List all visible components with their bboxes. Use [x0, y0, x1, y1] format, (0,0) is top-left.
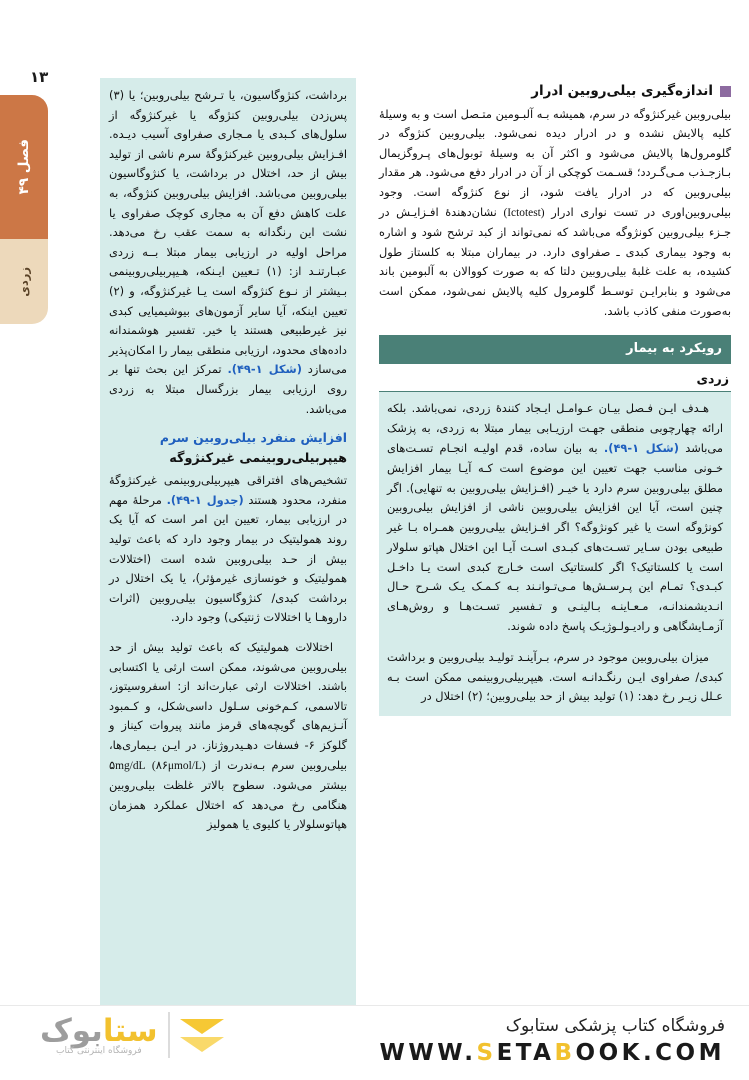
approach-box-subtitle: زردی: [379, 364, 731, 393]
figure-reference: (جدول ۱-۴۹).: [166, 492, 244, 507]
footer: [0, 1005, 749, 1080]
logo-main-text: [40, 1014, 158, 1048]
figure-reference: (شکل ۱-۴۹).: [603, 440, 679, 455]
logo-divider: [168, 1012, 170, 1058]
url-segment: OOK.COM: [575, 1040, 725, 1066]
section-tab-label: زردی: [17, 266, 31, 297]
approach-to-patient-box: [379, 335, 731, 716]
paragraph: برداشت، کنژوگاسیون، یا تـرشح بیلی‌روبین؛ یا (۳) پس‌زدن بیلی‌روبین کنژوگه یا غیرکنژوگه از سلول‌های کـبدی یا مـجاری صفراوی آسیب دیـده. افـزایش بیلی‌روبین غیرکنژوگهٔ سرم ناشی از تولید بیش از حد، اختلال در برداشت، یا کنژوگاسیون بیلی‌روبین می‌باشد. افزایش بیلی‌روبین کنژوگه، به علت کاهش دفع آن به مجاری کوچک صفراوی یا نشت این رنگدانه به سمت عقب رخ می‌دهد. مراحل اولیه در ارزیابی بیمار مبتلا بــه زردی عبـارتنـد از: (۱) تـعیین ایـنکه، هـیپربیلی‌روبینمی بـیشتر از نـوع کنژوگه است یـا غیرکنژوگه، و (۲) تعیین اینکه، آیا سایر آزمون‌های بیوشیمیایی کبدی نیز غیرطبیعی هستند یا خیر. تفسیر هوشمندانه داده‌های محدود، ارزیابی منطقی بیمار را امکان‌پذیر می‌سازد (شکل ۱-۴۹). تمرکز این بحث تنها بر روی ارزیابی بیمار بزرگسال مبتلا به زردی می‌باشد.: [109, 88, 348, 416]
section-heading-label: اندازه‌گیری بیلی‌روبین ادرار: [531, 83, 713, 99]
paragraph: اختلالات همولیتیک که باعث تولید بیش از حد بیلی‌روبین می‌شوند، ممکن است ارثی یا اکتسابی باشند. اختلالات ارثی عبارت‌اند از: اسفروسیتوز، تالاسمی، کـم‌خونی سـلول داسی‌شکل، و کـمبود آنـزیم‌های گویچه‌های قرمز مانند پیروات کیناز و گلوکز ۶- فسفات دهـیدروژناز. در ایـن بـیماری‌ها، بیلی‌روبین سرم بـه‌ندرت از ۵mg/dL (۸۶μmol/L) بیشتر می‌شود. سطوح بالاتر غلظت بیلی‌روبین هنگامی رخ می‌دهد که اختلال عملکرد همزمان هپاتوسلولار یا کلیوی یا همولیز: [109, 640, 347, 832]
approach-box-header: رویکرد به بیمار: [379, 335, 731, 364]
logo-wordmark: [40, 1014, 158, 1056]
url-segment: WWW.: [379, 1040, 477, 1066]
chapter-tab-label: فصل ۴۹: [16, 139, 32, 195]
section-tab-block: [0, 239, 48, 324]
logo-subtitle: فروشگاه اینترنتی کتاب: [55, 1046, 142, 1056]
store-url-link[interactable]: [380, 1040, 726, 1066]
bold-subheading: هیپربیلی‌روبینمی غیرکنژوگه: [169, 450, 347, 466]
right-column: [379, 78, 731, 1008]
page-number: ۱۳: [30, 68, 49, 86]
section-heading-urine-bilirubin: [379, 82, 731, 102]
setabook-logo[interactable]: [40, 1012, 226, 1058]
square-bullet-icon: [720, 86, 731, 97]
paragraph: هـدف ایـن فـصل بیـان عـوامـل ایـجاد کنندهٔ زردی، نمی‌باشد. بلکه ارائه چهارچوبی منطقی جهـت ارزیـابی بیمار مبتلا به زردی، به پزشک می‌باشد (شکل ۱-۴۹). به بیان ساده، قدم اولیـه انجـام تسـت‌های خـونی مناسب جهت تعیین این موضوع است کـه آیـا بیمار افزایش مطلق بیلی‌روبین سرم دارد یا خیـر (افـزایش بیلی‌روبین به تنهایی). اگر چنین است، آیا این افزایش بیلی‌روبین ناشی از افزایش بیلی‌روبین کونژوگه است یا غیر کونژوگه؟ اگر افـزایش بیلی‌روبین همـراه بـا غیر طبیعی بودن سـایر تسـت‌های کبـدی اسـت آیـا این اختلال هپاتو سلولار است یا کلستاتیک؟ اگر کلستاتیک است خـارج کبدی است یـا داخـل کبـدی؟ تمـام این پـرسـش‌ها مـی‌تـوانـند بـه کـمـک یـک شـرح حـال انـدیشمندانـه، مـعـاینـه بـالینـی و تـفسیر تسـت‌هـا و روش‌هـای آزمـایشگاهی و رادیـولـوژیـک پاسخ داده شوند.: [387, 401, 723, 634]
paragraph: تشخیص‌های افتراقی هیپربیلی‌روبینمی غیرکنژوگهٔ منفرد، محدود هستند (جدول ۱-۴۹). مرحلهٔ مهم در ارزیابی بیمار، تعیین این امر است که آیا یک روند همولیتیک در بیمار وجود دارد که باعث تولید بیش از حـد بیلی‌روبین شده است (اختلالات همولیتیک و خونسازی غیرمؤثر)، یا یک اختلال در برداشت کبدی/ کنژوگاسیون بیلی‌روبین (اثرات داروهـا یا اختلالات ژنتیکی) وجود دارد.: [109, 473, 347, 625]
logo-text-highlight: ستا: [102, 1013, 158, 1049]
latin-token: ۵mg/dL: [109, 759, 146, 772]
chapter-tab-block: [0, 95, 48, 239]
left-column: [100, 78, 356, 1008]
paragraph: بیلی‌روبین غیرکنژوگه در سرم، همیشه بـه آلبـومین متـصل است و به وسیلهٔ کلیه پالایش نشده و در ادرار دیده نمی‌شود. بیلی‌روبین کنژوگه در گلومرول‌ها پالایش می‌شود و اکثر آن به وسیلهٔ توبول‌های پـروگزیمال بـازجـذب مـی‌گـردد؛ قسـمت کوچکی از آن در ادرار دفع می‌شود. هر مقدار بیلی‌روبین که در ادرار یافت شود، از نوع کنژوگه است. وجود بیلی‌روبین‌اوری در تست نواری ادرار (Ictotest) نشان‌دهندهٔ افـزایـش در جـزء بیلی‌روبین کونژوگه می‌باشد که نمی‌تواند از کبد ترشح شود و اشاره به وجود بیماری کبدی ـ صفراوی دارد. در بیماران مبتلا به کلستاز طول کشیده، به علت غلبهٔ بیلی‌روبین دلتا که به صورت کووالان به آلبومین باند می‌شود و بنابرایـن توسـط گلومرول کلیه پالایش نمی‌شود، ممکن است به‌صورت منفی کاذب باشد.: [379, 106, 732, 318]
chevron-down-icon: [180, 1037, 224, 1052]
latin-token: (Ictotest): [503, 206, 545, 219]
chapter-side-tab: [0, 95, 48, 324]
paragraph: میزان بیلی‌روبین موجود در سرم، بـرآینـد تولیـد بیلی‌روبین و برداشت کبدی/ صفراوی ایـن رنگـدانـه است. هیپربیلی‌روبینمی ممکن است بـه عـلل زیـر رخ دهد: (۱) تولید بیش از حد بیلی‌روبین؛ (۲) اختلال در: [387, 649, 723, 704]
latin-token: (۸۶μmol/L): [151, 759, 206, 772]
url-segment: ETA: [496, 1040, 555, 1066]
url-segment: S: [476, 1040, 497, 1066]
approach-box-body: [379, 392, 731, 716]
logo-text-rest: بوک: [40, 1013, 103, 1049]
footer-store-info: [380, 1016, 726, 1066]
blue-subheading: افزایش منفرد بیلی‌روبین سرم: [159, 430, 347, 446]
chevron-down-icon: [180, 1019, 224, 1034]
url-segment: B: [554, 1040, 576, 1066]
store-name-label: فروشگاه کتاب پزشکی ستابوک: [505, 1016, 725, 1036]
figure-reference: (شکل ۱-۴۹).: [227, 362, 302, 377]
chevron-mark-icon: [180, 1019, 224, 1052]
